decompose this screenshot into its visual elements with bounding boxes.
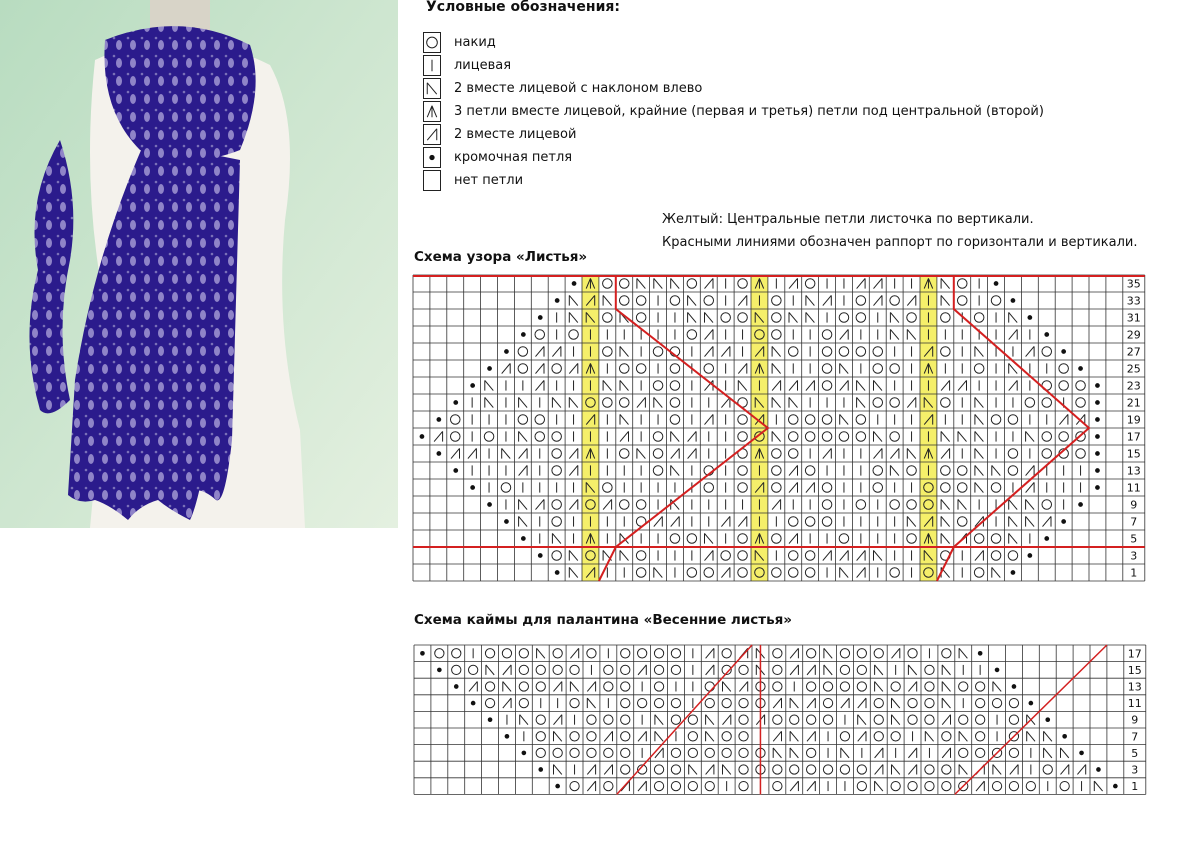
legend-label: кромочная петля: [454, 150, 573, 165]
legend-label: 3 петли вместе лицевой, крайние (первая и третья) петли под центральной (второй): [454, 104, 1044, 119]
row-number: 5: [1131, 746, 1139, 760]
row-number: 11: [1126, 481, 1141, 495]
legend-item: [423, 54, 1044, 77]
edge-stitch-icon: [423, 147, 441, 168]
row-number: 1: [1130, 566, 1138, 580]
row-number: 7: [1130, 515, 1138, 529]
legend-label: лицевая: [454, 58, 512, 73]
row-number: 15: [1127, 663, 1142, 677]
row-number: 17: [1127, 647, 1142, 661]
k2tog-icon: [423, 124, 441, 145]
chart-border-title: Схема каймы для палантина «Весенние листья»: [414, 612, 793, 628]
row-number: 3: [1130, 549, 1138, 563]
row-number: 9: [1131, 713, 1139, 727]
row-number: 1: [1131, 780, 1139, 794]
row-number: 17: [1126, 430, 1141, 444]
scarf-photo: [0, 0, 398, 528]
legend-item: [423, 169, 1044, 192]
row-number: 31: [1126, 311, 1141, 325]
row-number: 25: [1126, 362, 1141, 376]
row-number: 11: [1127, 697, 1142, 711]
row-number: 35: [1126, 277, 1141, 291]
knit-icon: [423, 55, 441, 76]
row-number: 21: [1126, 396, 1141, 410]
chart-leaves-grid: [413, 275, 1139, 587]
legend-item: [423, 123, 1044, 146]
row-number: 33: [1126, 294, 1141, 308]
row-number: 3: [1131, 763, 1139, 777]
k2tog-left-icon: [423, 78, 441, 99]
yarn-over-icon: [423, 32, 441, 53]
legend-label: 2 вместе лицевой с наклоном влево: [454, 81, 703, 96]
chart-border-grid: [414, 645, 1140, 797]
legend-item: [423, 77, 1044, 100]
note-yellow: Желтый: Центральные петли листочка по вертикали.: [662, 212, 1034, 227]
legend-label: накид: [454, 35, 496, 50]
row-number: 15: [1126, 447, 1141, 461]
row-number: 5: [1130, 532, 1138, 546]
row-number: 9: [1130, 498, 1138, 512]
legend-label: нет петли: [454, 173, 524, 188]
legend-title: Условные обозначения:: [426, 0, 620, 15]
legend-item: [423, 146, 1044, 169]
row-number: 13: [1126, 464, 1141, 478]
chart-leaves-title: Схема узора «Листья»: [414, 249, 588, 265]
legend-item: [423, 31, 1044, 54]
note-red: Красными линиями обозначен раппорт по горизонтали и вертикали.: [662, 235, 1138, 250]
row-number: 19: [1126, 413, 1141, 427]
k3tog-center-icon: [423, 101, 441, 122]
legend: [423, 31, 1044, 192]
scarf-photo-image: [0, 0, 398, 528]
legend-label: 2 вместе лицевой: [454, 127, 577, 142]
row-number: 7: [1131, 730, 1139, 744]
no-stitch-icon: [423, 170, 441, 191]
row-number: 29: [1126, 328, 1141, 342]
row-number: 27: [1126, 345, 1141, 359]
row-number: 13: [1127, 680, 1142, 694]
legend-item: [423, 100, 1044, 123]
row-number: 23: [1126, 379, 1141, 393]
